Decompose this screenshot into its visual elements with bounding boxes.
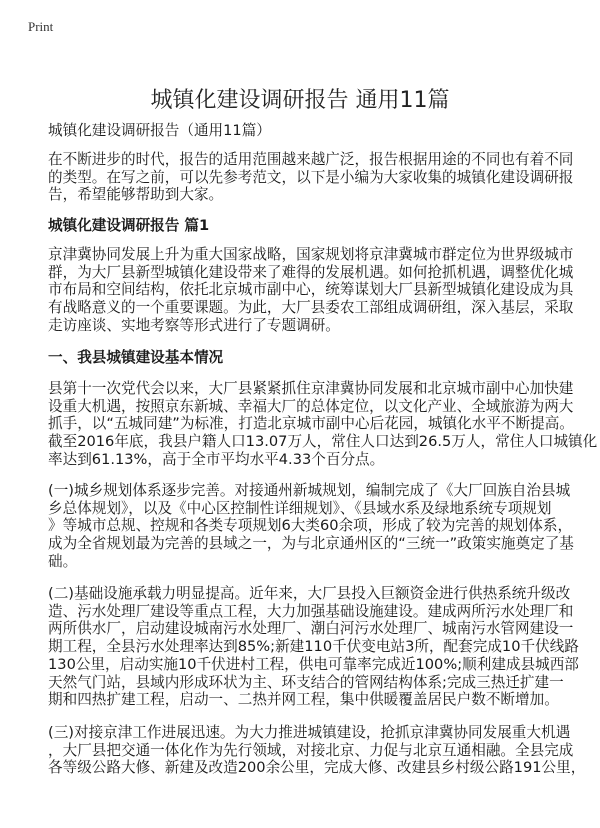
text-line: ，大厂县把交通一体化作为先行领域，对接北京、力促与北京互通相融。全县完成: [48, 741, 574, 759]
text-line: 京津冀协同发展上升为重大国家战略，国家规划将京津冀城市群定位为世界级城市: [48, 246, 574, 263]
heading-1-text: 一、我县城镇建设基本情况: [48, 349, 224, 366]
heading-1: [48, 349, 488, 367]
text-line: 告，希望能够帮助到大家。: [48, 186, 224, 204]
text-line: 抓手，以“五城同建”为标准，打造北京城市副中心后花园，城镇化水平不断提高。: [48, 415, 574, 433]
section-heading: [48, 217, 488, 235]
paragraph-5: [48, 724, 586, 777]
paragraph-3: [48, 482, 574, 571]
text-line: 截至2016年底，我县户籍人口13.07万人，常住人口达到26.5万人，常住人口城镇化: [48, 433, 598, 451]
text-line: 天然气门站，县域内形成环状为主、环支结合的管网结构体系;完成三热迁扩建一: [48, 673, 564, 691]
text-line: 率达到61.13%，高于全市平均水平4.33个百分点。: [48, 450, 385, 468]
text-line: 各等级公路大修、新建及改造200余公里，完成大修、改建县乡村级公路191公里，: [48, 759, 586, 777]
text-line: 》等城市总规、控规和各类专项规划6大类60余项，形成了较为完善的规划体系，: [48, 517, 573, 535]
document-subtitle: [48, 122, 488, 140]
text-line: 群，为大厂县新型城镇化建设带来了难得的发展机遇。如何抢抓机遇，调整优化城: [48, 263, 574, 281]
text-line: 础。: [48, 552, 78, 570]
text-line: 期和四热扩建工程，启动一、二热并网工程，集中供暖覆盖居民户数不断增加。: [48, 691, 559, 709]
text-line: 走访座谈、实地考察等形式进行了专题调研。: [48, 316, 340, 334]
text-line: 成为全省规划最为完善的县域之一，为与北京通州区的“三统一”政策实施奠定了基: [48, 535, 574, 553]
text-line: 乡总体规划》，以及《中心区控制性详细规划》、《县域水系及绿地系统专项规划: [48, 499, 552, 517]
text-line: 设重大机遇，按照京东新城、幸福大厂的总体定位，以文化产业、全域旅游为两大: [48, 397, 574, 415]
text-line: (一)城乡规划体系逐步完善。对接通州新城规划，编制完成了《大厂回族自治县城: [48, 482, 571, 499]
document-title: 城镇化建设调研报告 通用11篇: [150, 88, 450, 113]
intro-paragraph: [48, 151, 574, 204]
subtitle-text: 城镇化建设调研报告（通用11篇）: [48, 122, 271, 139]
print-link[interactable]: Print: [28, 19, 54, 34]
text-line: 两所供水厂，启动建设城南污水处理厂、潮白河污水处理厂、城南污水管网建设一: [48, 620, 574, 638]
text-line: 有战略意义的一个重要课题。为此，大厂县委农工部组成调研组，深入基层，采取: [48, 299, 574, 317]
text-line: 在不断进步的时代，报告的适用范围越来越广泛，报告根据用途的不同也有着不同: [48, 151, 574, 168]
text-line: 市布局和空间结构，依托北京城市副中心，统筹谋划大厂县新型城镇化建设成为具: [48, 281, 574, 299]
text-line: 造、污水处理厂建设等重点工程，大力加强基础设施建设。建成两所污水处理厂和: [48, 602, 574, 620]
paragraph-2: [48, 380, 598, 469]
paragraph-1: [48, 246, 574, 335]
section-heading-text: 城镇化建设调研报告 篇1: [48, 217, 210, 234]
text-line: 的类型。在写之前，可以先参考范文，以下是小编为大家收集的城镇化建设调研报: [48, 168, 574, 186]
text-line: 期工程，全县污水处理率达到85%;新建110千伏变电站3所，配套完成10千伏线路: [48, 638, 579, 656]
text-line: (二)基础设施承载力明显提高。近年来，大厂县投入巨额资金进行供热系统升级改: [48, 585, 571, 602]
paragraph-4: [48, 585, 579, 709]
text-line: 130公里，启动实施10千伏进村工程，供电可靠率完成近100%;顺利建成县城西部: [48, 655, 579, 673]
text-line: (三)对接京津工作进展迅速。为大力推进城镇建设，抢抓京津冀协同发展重大机遇: [48, 724, 571, 741]
text-line: 县第十一次党代会以来，大厂县紧紧抓住京津冀协同发展和北京城市副中心加快建: [48, 380, 574, 397]
